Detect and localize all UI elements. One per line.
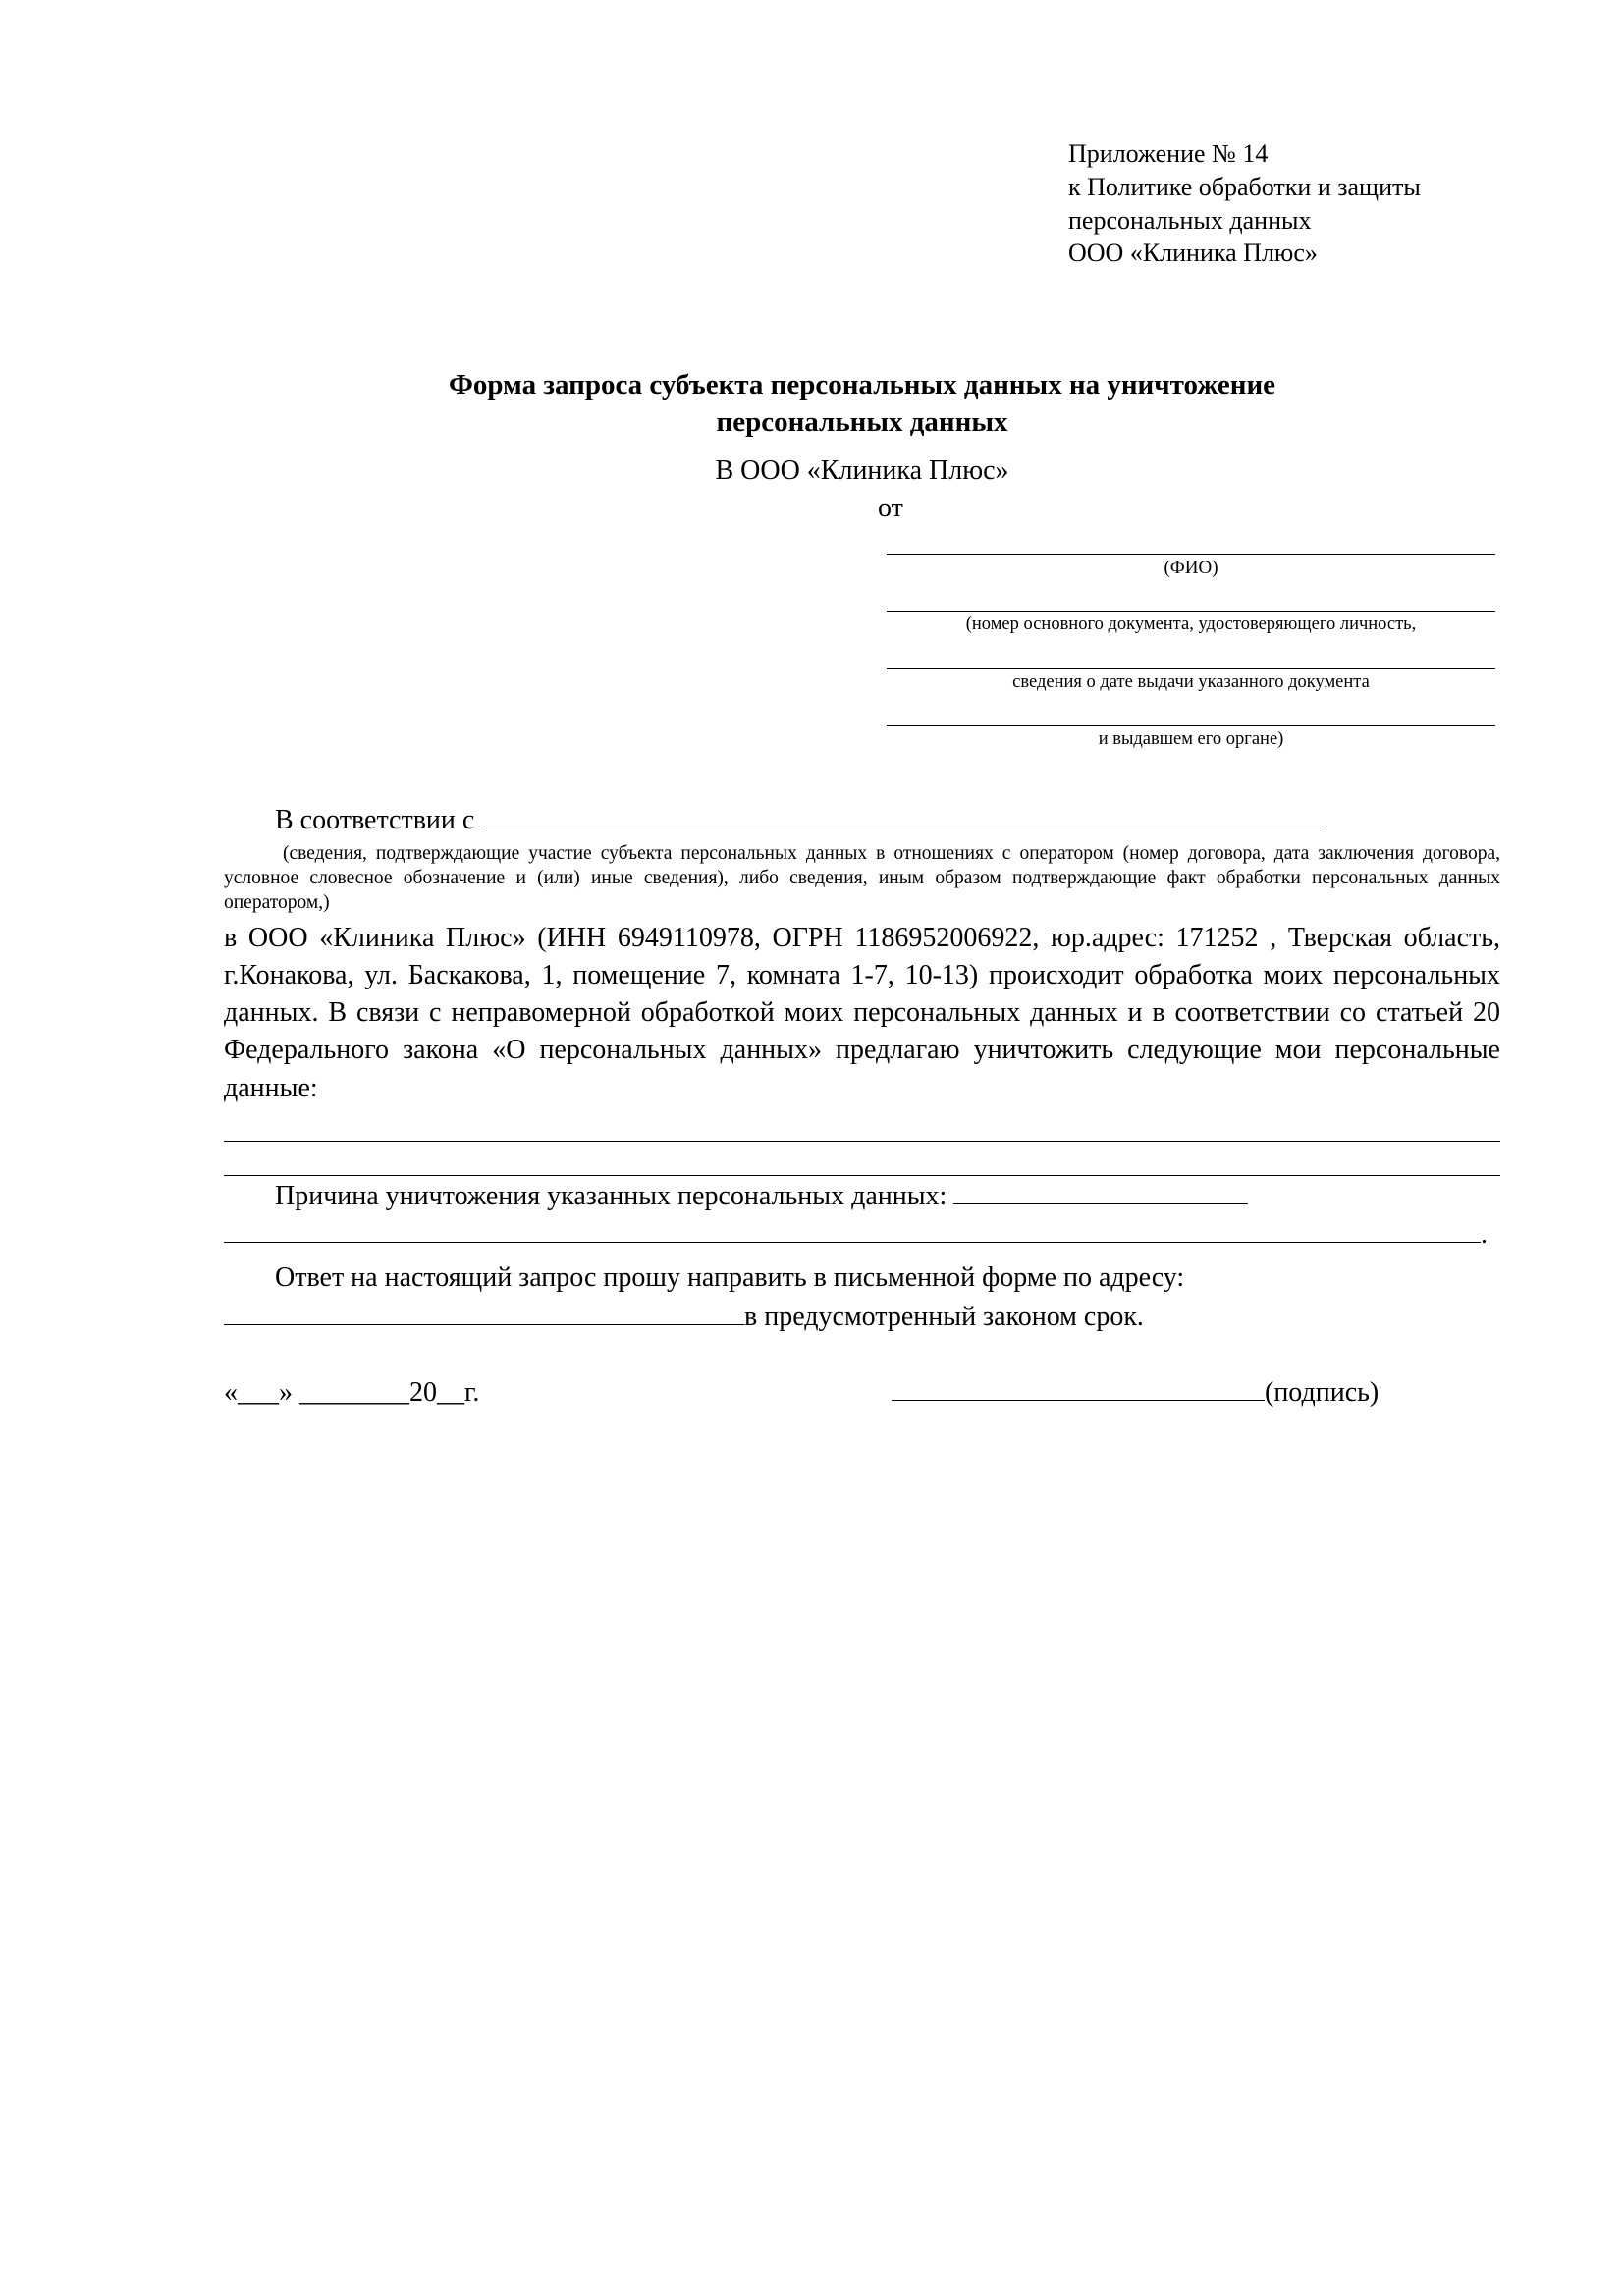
page-title <box>224 366 1500 442</box>
in-accordance-label: В соответствии с <box>275 804 475 835</box>
in-accordance-field[interactable] <box>481 802 1326 828</box>
appendix-header-line-2: к Политике обработки и защиты <box>1068 172 1421 201</box>
applicant-fields <box>887 528 1495 751</box>
page-title-line-1: Форма запроса субъекта персональных данных на уничтожение <box>448 369 1276 401</box>
document-number-field[interactable] <box>887 587 1495 612</box>
in-accordance-note <box>224 842 1500 916</box>
reason-end-punctuation: . <box>1481 1219 1488 1251</box>
date-field[interactable]: «___» ________20__г. <box>224 1377 480 1409</box>
appendix-header-line-3: персональных данных <box>1068 205 1312 235</box>
personal-data-list-field-2[interactable] <box>224 1142 1500 1176</box>
document-body <box>224 802 1500 1417</box>
reason-field-2[interactable] <box>224 1218 1481 1243</box>
from-label: от <box>878 492 903 523</box>
reason-row <box>224 1178 1500 1215</box>
page-title-line-2: персональных данных <box>716 406 1008 439</box>
appendix-header-line-4: ООО «Клиника Плюс» <box>1068 239 1318 268</box>
answer-address-field[interactable] <box>224 1301 744 1325</box>
signature-label: (подпись) <box>1265 1377 1380 1409</box>
processing-paragraph: в ООО «Клиника Плюс» (ИНН 6949110978, ОГРН 1186952006922, юр.адрес: 171252 , Тверская область, г.Конакова, ул. Баскакова, 1, помещение 7, комната 1-7, 10-13) происходит обработка моих персональных данных. В связи с неправомерной обработкой моих персональных данных и в соответствии со статьей 20 Федерального закона «О персональных данных» предлагаю уничтожить следующие мои персональные данные: <box>224 923 1500 1103</box>
in-accordance-note-text: (сведения, подтверждающие участие субъекта персональных данных в отношениях с оператором (номер договора, дата заключения договора, условное словесное обозначение и (или) иные сведения), либо сведения, иным образом подтверждающие факт обработки персональных данных оператором,) <box>224 843 1500 914</box>
answer-paragraph: Ответ на настоящий запрос прошу направить в письменной форме по адресу: <box>275 1261 1185 1293</box>
fio-field[interactable] <box>887 528 1495 555</box>
document-date-caption: сведения о дате выдачи указанного документа <box>1012 671 1370 692</box>
signature-field[interactable] <box>892 1374 1265 1401</box>
signature-field-wrap <box>892 1374 1379 1412</box>
document-number-caption: (номер основного документа, удостоверяющего личность, <box>965 614 1417 635</box>
personal-data-list-field-1[interactable] <box>224 1107 1500 1142</box>
fio-caption: (ФИО) <box>1164 557 1218 578</box>
answer-address-row <box>224 1299 1500 1336</box>
reason-label: Причина уничтожения указанных персональных данных: <box>275 1180 947 1211</box>
document-issuer-field[interactable] <box>887 702 1495 726</box>
signature-row <box>224 1374 1500 1417</box>
document-date-field[interactable] <box>887 645 1495 669</box>
reason-row-2 <box>224 1216 1500 1254</box>
appendix-header <box>1068 137 1500 270</box>
document-content <box>224 137 1500 1417</box>
in-accordance-row <box>224 802 1500 839</box>
answer-tail: в предусмотренный законом срок. <box>744 1301 1144 1332</box>
appendix-header-line-1: Приложение № 14 <box>1068 139 1269 168</box>
document-issuer-caption: и выдавшем его органе) <box>1098 728 1284 749</box>
reason-field-1[interactable] <box>953 1180 1248 1204</box>
addressee-organization: В ООО «Клиника Плюс» <box>715 454 1009 486</box>
